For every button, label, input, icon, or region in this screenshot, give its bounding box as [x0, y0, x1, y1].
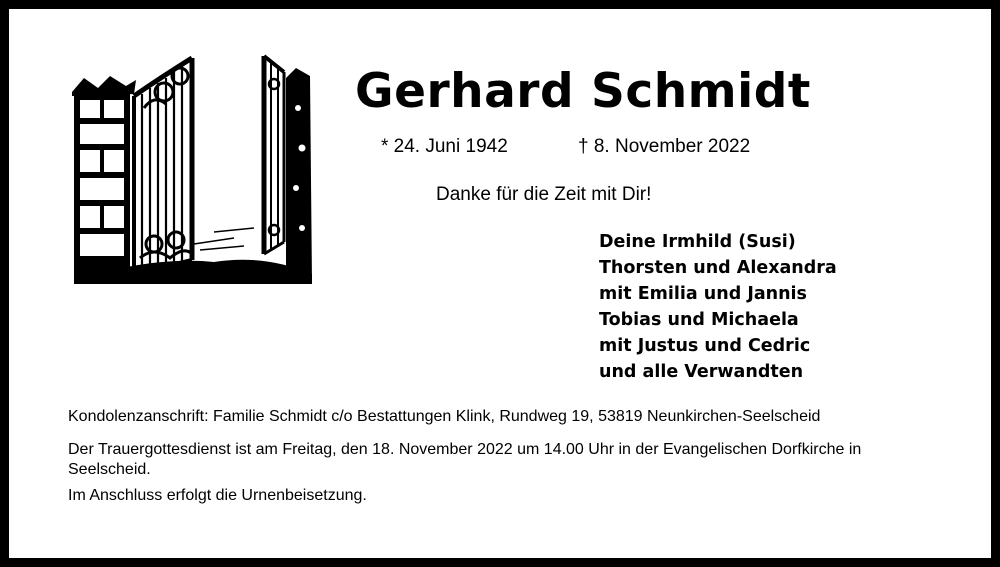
birth-date: * 24. Juni 1942 — [381, 136, 508, 157]
condolence-address: Kondolenzanschrift: Familie Schmidt c/o Bestattungen Klink, Rundweg 19, 53819 Neunkirchen-Seelscheid — [68, 408, 821, 425]
service-info: Der Trauergottesdienst ist am Freitag, den 18. November 2022 um 14.00 Uhr in der Evangelischen Dorfkirche in Seelscheid. — [68, 441, 862, 478]
family-line: mit Justus und Cedric — [599, 336, 811, 356]
family-list — [599, 229, 837, 385]
family-line: Deine Irmhild (Susi) — [599, 232, 796, 252]
family-line: mit Emilia und Jannis — [599, 284, 807, 304]
open-gate-illustration — [64, 48, 314, 284]
family-line: Thorsten und Alexandra — [599, 258, 837, 278]
thanks-line: Danke für die Zeit mit Dir! — [436, 184, 652, 205]
family-line: Tobias und Michaela — [599, 310, 799, 330]
deceased-name: Gerhard Schmidt — [355, 64, 811, 119]
family-line: und alle Verwandten — [599, 362, 804, 382]
burial-info: Im Anschluss erfolgt die Urnenbeisetzung. — [68, 487, 367, 504]
death-date: † 8. November 2022 — [578, 136, 751, 157]
